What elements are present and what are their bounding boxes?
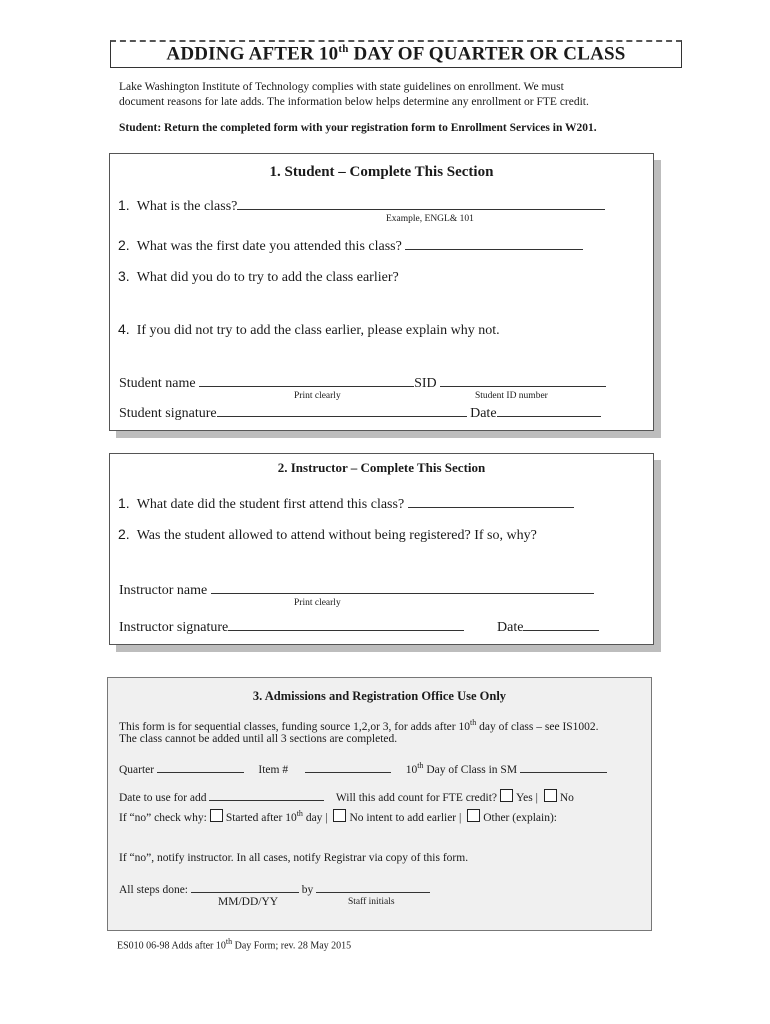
no-intent-label: No intent to add earlier [349, 812, 457, 824]
title-box [110, 40, 682, 68]
all-steps-row [119, 881, 430, 896]
student-question-3 [118, 268, 399, 286]
item-label: Item # [258, 764, 289, 776]
question-number: 1. [118, 495, 130, 511]
instructor-section-title: 2. Instructor – Complete This Section [277, 460, 486, 475]
instructor-signature-field[interactable] [228, 617, 464, 631]
office-paragraph-1 [119, 718, 599, 733]
quarter-label: Quarter [119, 764, 155, 776]
student-signature-row [119, 403, 601, 422]
instruction-text: Student: Return the completed form with your registration form to Enrollment Services in W201. [119, 122, 597, 134]
question-number: 3. [118, 268, 130, 284]
student-id-hint: Student ID number [475, 391, 548, 401]
if-no-row: If “no” check why: Started after 10th day | No intent to add earlier | Other (explain): [119, 809, 557, 824]
footer-part: Day Form; rev. 28 May 2015 [232, 940, 352, 952]
intro-line-1: Lake Washington Institute of Technology complies with state guidelines on enrollment. We must [119, 81, 564, 93]
title-part: ADDING AFTER 10 [166, 43, 339, 65]
instructor-question-2 [118, 526, 537, 544]
instructor-section [109, 453, 654, 645]
date-to-use-row: Date to use for add Will this add count for FTE credit? Yes | No [119, 789, 574, 804]
started-part: day [302, 812, 323, 824]
student-signature-field[interactable] [217, 403, 467, 417]
student-section-title: 1. Student – Complete This Section [269, 164, 494, 180]
no-intent-checkbox[interactable] [333, 809, 346, 822]
date-label: Date [470, 406, 497, 421]
date-to-use-field[interactable] [209, 789, 324, 801]
question-number: 1. [118, 197, 130, 213]
started-after-checkbox[interactable] [210, 809, 223, 822]
other-checkbox[interactable] [467, 809, 480, 822]
if-no-label: If “no” check why: [119, 812, 207, 824]
student-name-label: Student name [119, 376, 196, 391]
footer-part: ES010 06-98 Adds after 10 [117, 940, 226, 952]
instructor-name-label: Instructor name [119, 583, 208, 598]
by-label: by [301, 884, 314, 896]
question-text: What date did the student first attend this class? [136, 497, 405, 512]
title-part: DAY OF QUARTER OR CLASS [348, 43, 626, 65]
mmddyy-hint: MM/DD/YY [218, 896, 279, 908]
sid-field[interactable] [440, 373, 606, 387]
intro-line-2: document reasons for late adds. The information below helps determine any enrollment or FTE credit. [119, 96, 589, 108]
question-text: If you did not try to add the class earlier, please explain why not. [136, 323, 500, 338]
yes-checkbox[interactable] [500, 789, 513, 802]
notify-text: If “no”, notify instructor. In all cases, notify Registrar via copy of this form. [119, 852, 469, 864]
tenth-part: 10 [405, 764, 418, 776]
tenth-sup: th [417, 761, 424, 771]
student-section [109, 153, 654, 431]
sid-label: SID [414, 376, 437, 391]
instructor-name-row [119, 580, 594, 599]
print-clearly-hint: Print clearly [294, 598, 341, 608]
question-number: 2. [118, 526, 130, 542]
office-paragraph-2: The class cannot be added until all 3 sections are completed. [119, 733, 398, 745]
staff-initials-hint: Staff initials [348, 897, 395, 907]
print-clearly-hint: Print clearly [294, 391, 341, 401]
para-part: This form is for sequential classes, funding source 1,2,or 3, for adds after 10 [119, 720, 470, 733]
instructor-date-field[interactable] [523, 617, 599, 631]
other-label: Other (explain): [483, 812, 557, 824]
all-steps-date-field[interactable] [191, 881, 299, 893]
date-to-use-label: Date to use for add [119, 792, 207, 804]
instructor-signature-label: Instructor signature [119, 620, 229, 635]
para-sup: th [469, 718, 477, 727]
instructor-name-field[interactable] [211, 580, 594, 594]
question-text: What was the first date you attended this class? [136, 239, 402, 254]
started-sup: th [296, 809, 303, 819]
quarter-field[interactable] [157, 761, 244, 773]
student-question-2 [118, 236, 583, 255]
staff-initials-field[interactable] [316, 881, 430, 893]
instructor-question-1 [118, 494, 574, 513]
student-question-1 [118, 196, 605, 215]
office-section-title: 3. Admissions and Registration Office Use Only [252, 689, 507, 703]
student-date-field[interactable] [497, 403, 601, 417]
tenth-part: Day of Class in SM [423, 764, 518, 776]
item-field[interactable] [305, 761, 391, 773]
form-footer [117, 937, 351, 951]
student-signature-label: Student signature [119, 406, 217, 421]
no-label: No [559, 792, 574, 804]
date-label: Date [497, 620, 524, 635]
no-checkbox[interactable] [544, 789, 557, 802]
footer-sup: th [225, 937, 233, 946]
question-text: What did you do to try to add the class earlier? [136, 270, 399, 285]
student-question-4 [118, 321, 500, 339]
question-text: Was the student allowed to attend without being registered? If so, why? [136, 528, 537, 543]
question-number: 4. [118, 321, 130, 337]
instructor-signature-row [119, 617, 464, 636]
student-name-row [119, 373, 606, 392]
quarter-row [119, 761, 607, 776]
question-number: 2. [118, 237, 130, 253]
class-field[interactable] [237, 196, 605, 210]
page-title [111, 43, 681, 65]
started-part: Started after 10 [225, 812, 297, 824]
first-date-field[interactable] [405, 236, 583, 250]
para-part: day of class – see IS1002. [476, 720, 599, 733]
instructor-date-row [497, 617, 599, 636]
yes-label: Yes [516, 792, 533, 804]
all-steps-label: All steps done: [119, 884, 188, 896]
student-name-field[interactable] [199, 373, 414, 387]
tenth-day-field[interactable] [520, 761, 607, 773]
title-sup: th [338, 43, 349, 55]
fte-question: Will this add count for FTE credit? [335, 792, 498, 804]
attend-date-field[interactable] [408, 494, 574, 508]
question-text: What is the class? [136, 199, 238, 214]
class-example: Example, ENGL& 101 [386, 214, 474, 224]
office-use-section [107, 677, 652, 931]
